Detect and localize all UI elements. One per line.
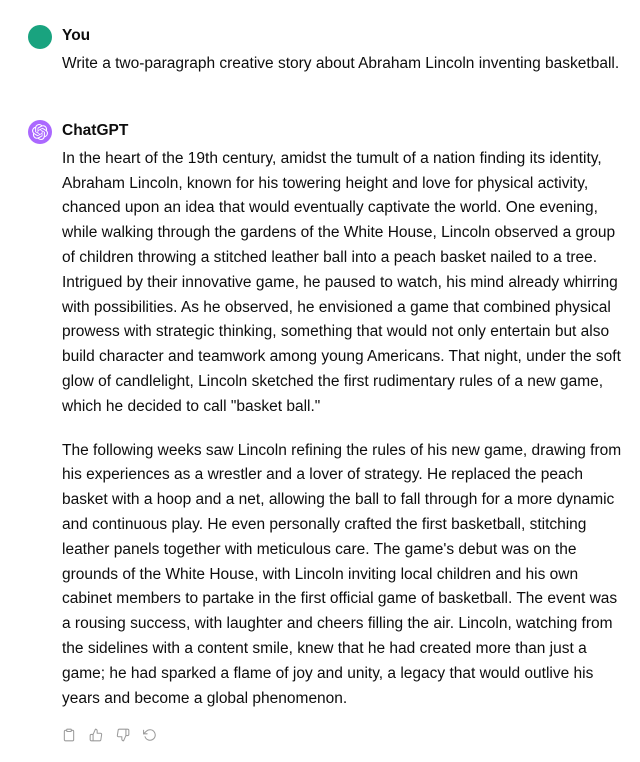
regenerate-icon [143,728,157,742]
thumbs-down-button[interactable] [112,724,134,746]
thumbs-up-icon [89,728,103,742]
user-author-name: You [62,27,91,44]
user-avatar [28,25,52,49]
openai-logo-icon [32,124,48,140]
copy-button[interactable] [58,724,80,746]
user-message-text: Write a two-paragraph creative story about Abraham Lincoln inventing basketball. [62,55,620,72]
thumbs-up-button[interactable] [85,724,107,746]
assistant-message-content [62,119,624,747]
message-actions [58,724,624,746]
assistant-message [28,119,624,747]
thumbs-down-icon [116,728,130,742]
copy-icon [62,728,76,742]
assistant-paragraph-2: The following weeks saw Lincoln refining the rules of his new game, drawing from his experiences as a wrestler and a lover of strategy. He replaced the peach basket with a hoop and a net, allowing the ball to fall through for a more dynamic and continuous play. He even personally crafted the first basketball, stitching leather panels together with meticulous care. The game's debut was on the grounds of the White House, with Lincoln inviting local children and his own cabinet members to partake in the first official game of basketball. The event was a rousing success, with laughter and cheers filling the air. Lincoln, watching from the sidelines with a content smile, knew that he had created more than just a game; he had sparked a flame of joy and unity, a legacy that would outlive his years and become a global phenomenon. [62,441,622,707]
user-message-content [62,24,624,77]
assistant-paragraph-1: In the heart of the 19th century, amidst the tumult of a nation finding its identity, Abraham Lincoln, known for his towering height and love for physical activity, chanced upon an idea that would eventually captivate the world. One evening, while walking through the gardens of the White House, Lincoln observed a group of children throwing a stitched leather ball into a peach basket nailed to a tree. Intrigued by their innovative game, he paused to watch, his mind already whirring with possibilities. As he observed, he envisioned a game that combined physical prowess with strategic thinking, something that would not only entertain but also build character and teamwork among young Americans. That night, under the soft glow of candlelight, Lincoln sketched the first rudimentary rules of a new game, which he decided to call "basket ball." [62,149,621,415]
assistant-author-name: ChatGPT [62,121,129,139]
regenerate-button[interactable] [139,724,161,746]
chatgpt-avatar [28,120,52,144]
user-message [28,24,624,77]
